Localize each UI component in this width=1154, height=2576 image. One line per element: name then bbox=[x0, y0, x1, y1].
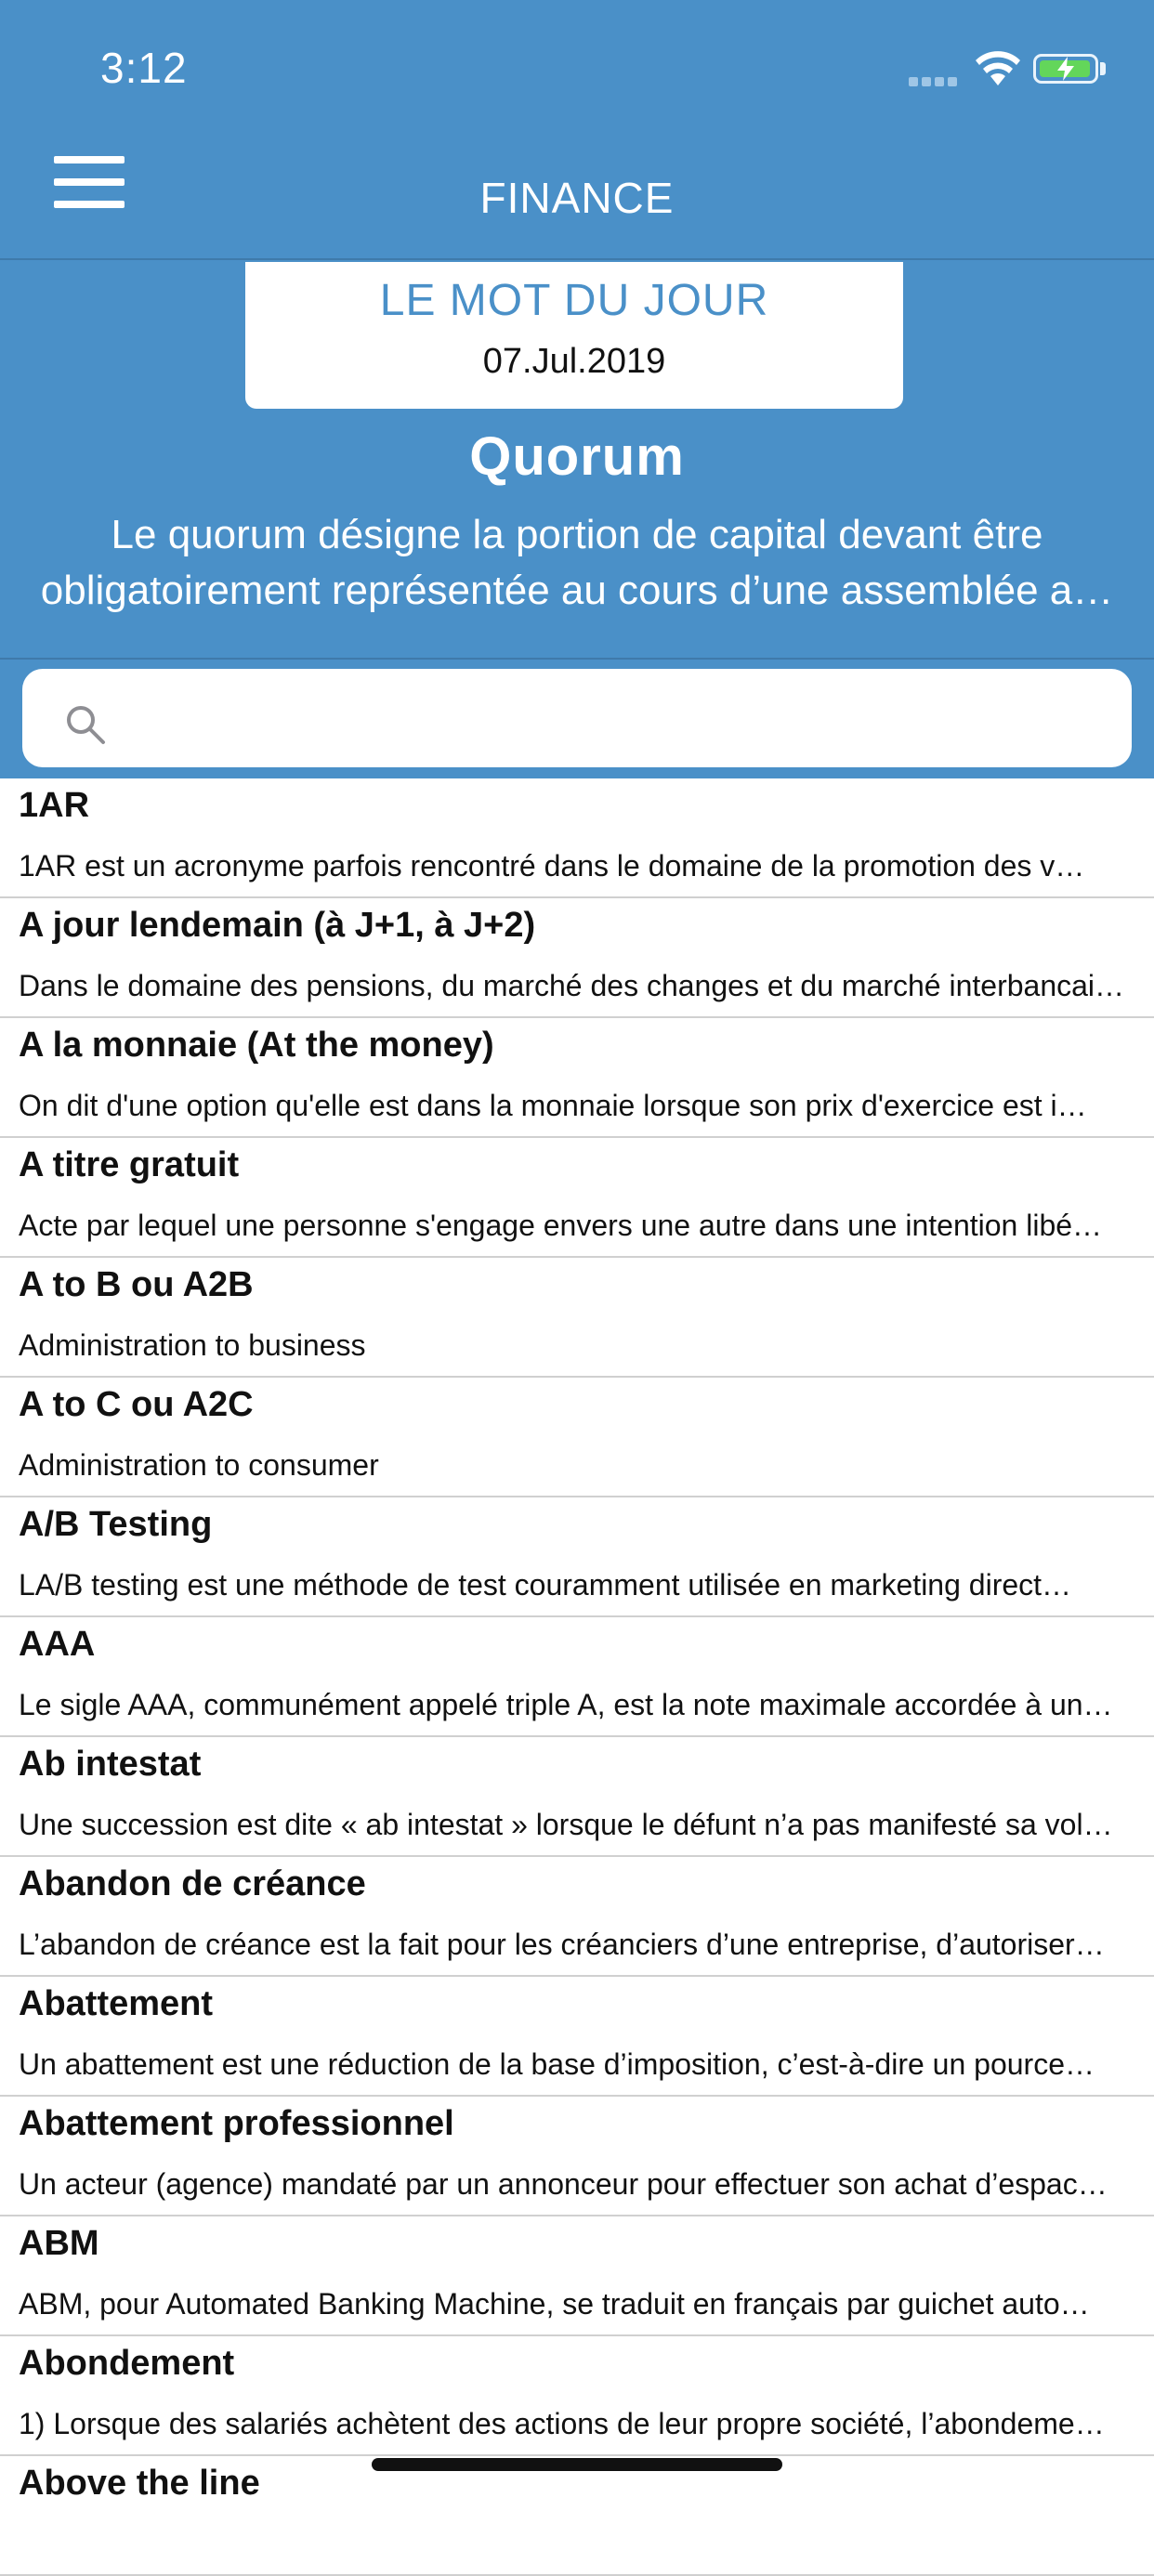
header bbox=[0, 0, 1154, 658]
glossary-list bbox=[0, 778, 1154, 2576]
entry-definition: Une succession est dite « ab intestat » lorsque le défunt n’a pas manifesté sa vol… bbox=[19, 1808, 1113, 1841]
word-of-day-label: LE MOT DU JOUR bbox=[379, 276, 769, 325]
list-item[interactable] bbox=[0, 2456, 1154, 2576]
entry-term: A titre gratuit bbox=[19, 1145, 240, 1184]
entry-term: Above the line bbox=[19, 2464, 260, 2503]
cellular-signal-icon bbox=[909, 74, 963, 84]
list-item[interactable] bbox=[0, 1138, 1154, 1258]
word-of-day-card[interactable] bbox=[245, 262, 903, 409]
entry-term: 1AR bbox=[19, 786, 90, 825]
search-box[interactable] bbox=[22, 669, 1132, 767]
list-item[interactable] bbox=[0, 1258, 1154, 1378]
list-item[interactable] bbox=[0, 1497, 1154, 1617]
search-icon bbox=[65, 704, 106, 745]
list-item[interactable] bbox=[0, 1977, 1154, 2097]
entry-term: Abandon de créance bbox=[19, 1864, 366, 1903]
list-item[interactable] bbox=[0, 1617, 1154, 1737]
entry-term: Abattement bbox=[19, 1984, 214, 2023]
entry-definition: ABM, pour Automated Banking Machine, se traduit en français par guichet auto… bbox=[19, 2287, 1090, 2321]
entry-definition: LA/B testing est une méthode de test couramment utilisée en marketing direct… bbox=[19, 1568, 1072, 1602]
entry-term: A/B Testing bbox=[19, 1505, 213, 1544]
word-of-day-date: 07.Jul.2019 bbox=[482, 342, 666, 381]
word-of-day-definition[interactable]: Le quorum désigne la portion de capital devant être obligatoirement représentée au cours d’une assemblée a… bbox=[40, 512, 1114, 613]
entry-term: Abondement bbox=[19, 2344, 235, 2383]
entry-term: Abattement professionnel bbox=[19, 2104, 454, 2143]
entry-term: A to C ou A2C bbox=[19, 1385, 254, 1424]
word-of-day-term[interactable]: Quorum bbox=[469, 426, 685, 487]
entry-definition: Un acteur (agence) mandaté par un annonceur pour effectuer son achat d’espac… bbox=[19, 2167, 1108, 2201]
list-item[interactable] bbox=[0, 778, 1154, 898]
nav-title: FINANCE bbox=[479, 174, 675, 222]
entry-definition: Administration to business bbox=[19, 1328, 366, 1362]
header-divider bbox=[0, 258, 1154, 260]
status-time: 3:12 bbox=[100, 44, 188, 92]
entry-definition: On dit d'une option qu'elle est dans la monnaie lorsque son prix d'exercice est i… bbox=[19, 1089, 1087, 1122]
entry-term: AAA bbox=[19, 1625, 96, 1664]
list-item[interactable] bbox=[0, 1018, 1154, 1138]
home-indicator[interactable] bbox=[372, 2458, 782, 2471]
list-item[interactable] bbox=[0, 2097, 1154, 2216]
wifi-icon bbox=[974, 50, 1022, 87]
entry-definition: Acte par lequel une personne s'engage envers une autre dans une intention libé… bbox=[19, 1209, 1103, 1242]
search-bar bbox=[0, 658, 1154, 778]
list-item[interactable] bbox=[0, 1857, 1154, 1977]
entry-term: A jour lendemain (à J+1, à J+2) bbox=[19, 906, 536, 945]
battery-tip bbox=[1100, 62, 1106, 75]
list-item[interactable] bbox=[0, 2336, 1154, 2456]
search-input[interactable] bbox=[119, 691, 1108, 747]
entry-definition: L’abandon de créance est la fait pour les créanciers d’une entreprise, d’autoriser… bbox=[19, 1928, 1105, 1961]
entry-definition: 1) Lorsque des salariés achètent des actions de leur propre société, l’abondeme… bbox=[19, 2407, 1105, 2440]
entry-term: ABM bbox=[19, 2224, 99, 2263]
list-item[interactable] bbox=[0, 898, 1154, 1018]
list-item[interactable] bbox=[0, 1378, 1154, 1497]
entry-term: Ab intestat bbox=[19, 1745, 202, 1784]
list-item[interactable] bbox=[0, 2216, 1154, 2336]
entry-term: A la monnaie (At the money) bbox=[19, 1026, 494, 1065]
list-item[interactable] bbox=[0, 1737, 1154, 1857]
entry-definition: Administration to consumer bbox=[19, 1448, 379, 1482]
entry-definition: Un abattement est une réduction de la base d’imposition, c’est-à-dire un pource… bbox=[19, 2047, 1095, 2081]
entry-definition: 1AR est un acronyme parfois rencontré dans le domaine de la promotion des v… bbox=[19, 849, 1085, 883]
charging-bolt-icon bbox=[1054, 56, 1078, 82]
entry-definition: Le sigle AAA, communément appelé triple A, est la note maximale accordée à un… bbox=[19, 1688, 1113, 1721]
entry-definition: Dans le domaine des pensions, du marché des changes et du marché interbancai… bbox=[19, 969, 1125, 1002]
entry-term: A to B ou A2B bbox=[19, 1265, 254, 1304]
